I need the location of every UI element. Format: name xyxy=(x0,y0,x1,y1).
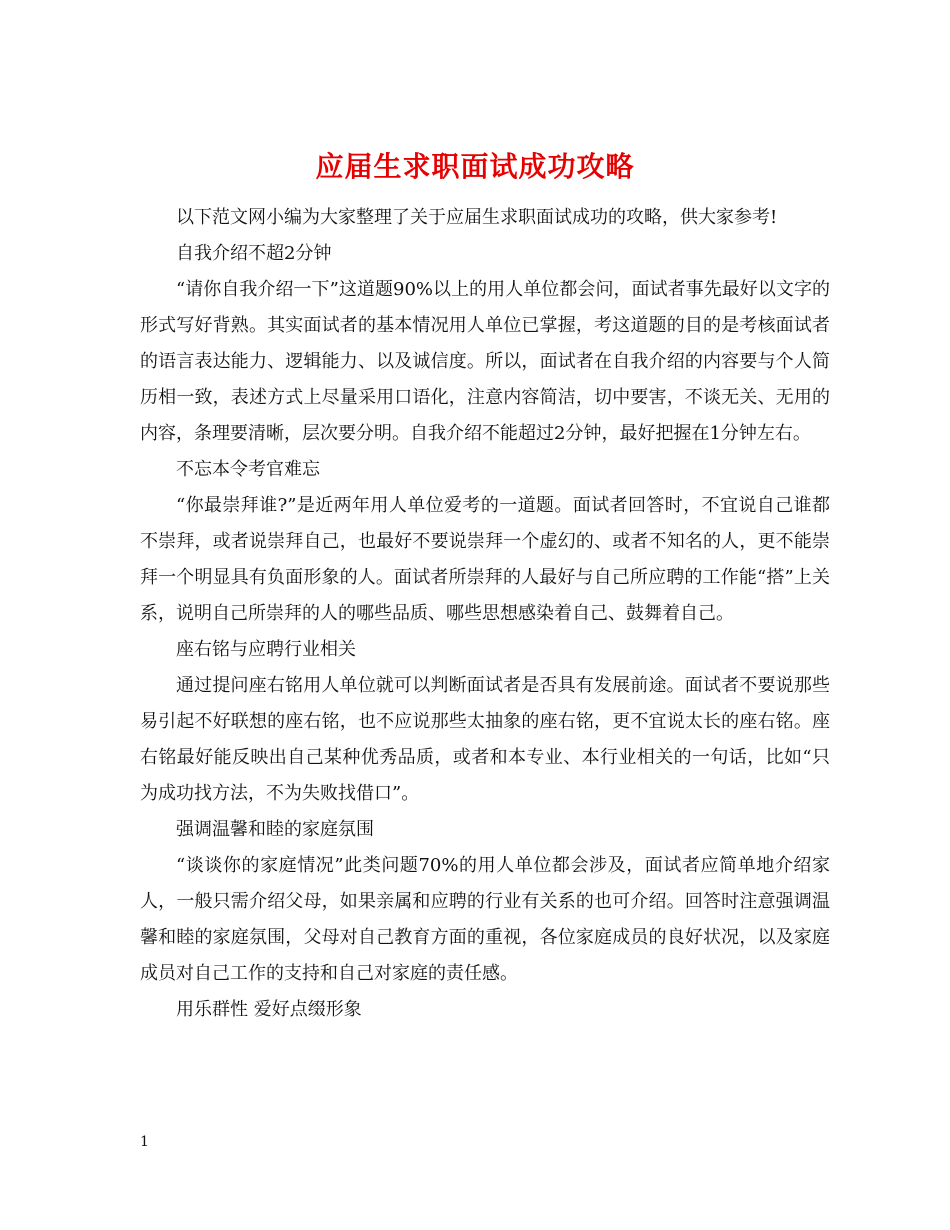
body-paragraph: “谈谈你的家庭情况”此类问题70%的用人单位都会涉及，面试者应简单地介绍家人，一般只需介绍父母，如果亲属和应聘的行业有关系的也可介绍。回答时注意强调温馨和睦的家庭氛围，父母对自己教育方面的重视，各位家庭成员的良好状况，以及家庭成员对自己工作的支持和自己对家庭的责任感。 xyxy=(140,855,830,984)
document-title: 应届生求职面试成功攻略 xyxy=(315,149,635,183)
document-body xyxy=(140,200,830,1028)
intro-paragraph: 以下范文网小编为大家整理了关于应届生求职面试成功的攻略，供大家参考! xyxy=(176,207,778,228)
section-heading: 自我介绍不超2分钟 xyxy=(176,243,332,264)
body-paragraph: “请你自我介绍一下”这道题90%以上的用人单位都会问，面试者事先最好以文字的形式写好背熟。其实面试者的基本情况用人单位已掌握，考这道题的目的是考核面试者的语言表达能力、逻辑能力、以及诚信度。所以，面试者在自我介绍的内容要与个人简历相一致，表述方式上尽量采用口语化，注意内容简洁，切中要害，不谈无关、无用的内容，条理要清晰，层次要分明。自我介绍不能超过2分钟，最好把握在1分钟左右。 xyxy=(140,279,830,444)
section-heading: 不忘本令考官难忘 xyxy=(176,459,320,480)
body-paragraph: “你最崇拜谁?”是近两年用人单位爱考的一道题。面试者回答时，不宜说自己谁都不崇拜，或者说崇拜自己，也最好不要说崇拜一个虚幻的、或者不知名的人，更不能崇拜一个明显具有负面形象的人。面试者所崇拜的人最好与自己所应聘的工作能“搭”上关系，说明自己所崇拜的人的哪些品质、哪些思想感染着自己、鼓舞着自己。 xyxy=(140,495,830,624)
section-heading: 用乐群性 爱好点缀形象 xyxy=(176,999,362,1020)
page-number: 1 xyxy=(140,1134,149,1150)
section-heading: 强调温馨和睦的家庭氛围 xyxy=(176,819,374,840)
body-paragraph: 通过提问座右铭用人单位就可以判断面试者是否具有发展前途。面试者不要说那些易引起不好联想的座右铭，也不应说那些太抽象的座右铭，更不宜说太长的座右铭。座右铭最好能反映出自己某种优秀品质，或者和本专业、本行业相关的一句话，比如“只为成功找方法，不为失败找借口”。 xyxy=(140,675,830,804)
section-heading: 座右铭与应聘行业相关 xyxy=(176,639,356,660)
